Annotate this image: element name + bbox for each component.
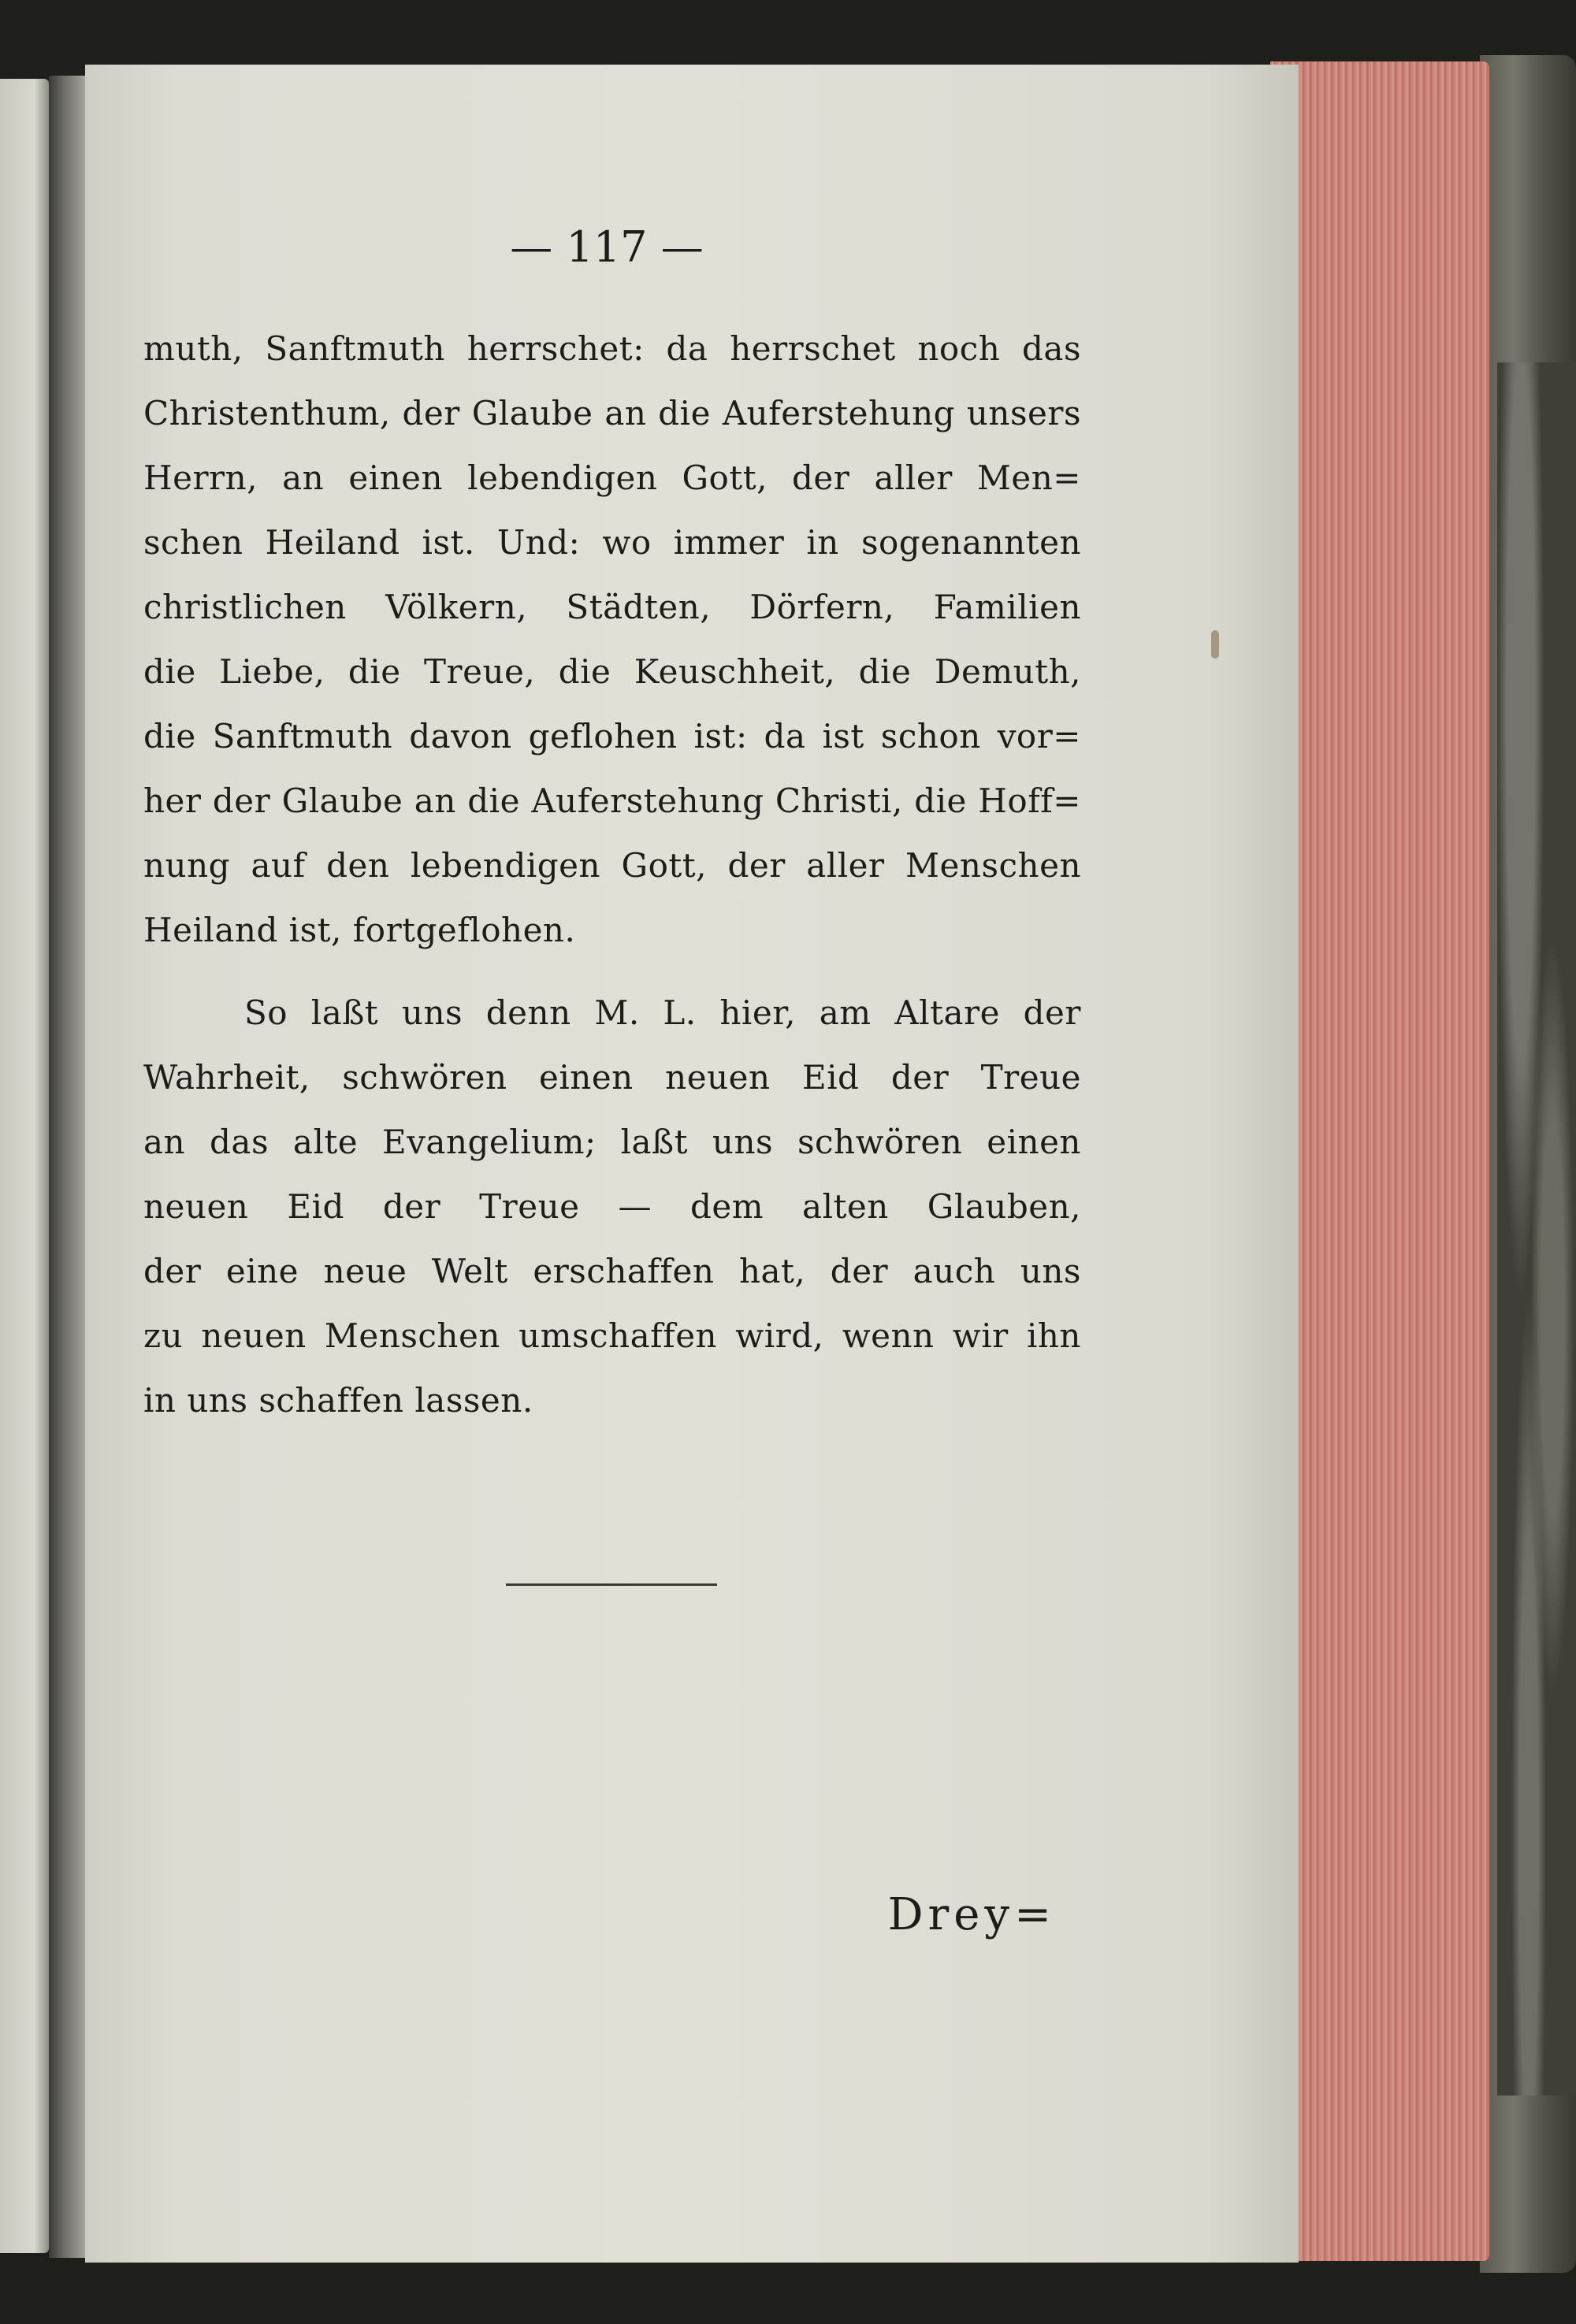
page-edges (1270, 61, 1489, 2261)
text-line: die Sanftmuth davon geflohen ist: da ist schon vor= (143, 717, 1081, 755)
book-gutter (49, 76, 87, 2258)
text-line: her der Glaube an die Auferstehung Christi, die Hoff= (143, 781, 1081, 820)
text-line: der eine neue Welt erschaffen hat, der auch uns (143, 1252, 1081, 1290)
text-line: Heiland ist, fortgeflohen. (143, 911, 576, 949)
marbled-cover (1497, 362, 1576, 2096)
text-line: nung auf den lebendigen Gott, der aller Menschen (143, 846, 1081, 885)
text-line: christlichen Völkern, Städten, Dörfern, Familien (143, 588, 1081, 626)
text-line: in uns schaffen lassen. (143, 1381, 533, 1420)
paper-stain (1211, 630, 1219, 659)
section-divider (506, 1583, 717, 1586)
text-line: die Liebe, die Treue, die Keuschheit, die Demuth, (143, 652, 1081, 691)
text-line: Wahrheit, schwören einen neuen Eid der Treue (143, 1058, 1081, 1097)
paragraph-1 (143, 317, 1081, 963)
catchword: Drey= (887, 1889, 1056, 1940)
paragraph-2 (143, 981, 1081, 1433)
facing-page-edge (0, 79, 49, 2253)
text-line: So laßt uns denn M. L. hier, am Altare der (244, 993, 1081, 1032)
text-line: Christenthum, der Glaube an die Auferstehung unsers (143, 394, 1081, 433)
text-line: an das alte Evangelium; laßt uns schwören einen (143, 1123, 1081, 1161)
page-number: — 117 — (510, 222, 704, 272)
text-line: zu neuen Menschen umschaffen wird, wenn wir ihn (143, 1316, 1081, 1355)
text-line: muth, Sanftmuth herrschet: da herrschet noch das (143, 329, 1081, 368)
text-line: schen Heiland ist. Und: wo immer in sogenannten (143, 523, 1081, 562)
text-line: Herrn, an einen lebendigen Gott, der aller Men= (143, 458, 1081, 497)
text-line: neuen Eid der Treue — dem alten Glauben, (143, 1187, 1081, 1226)
